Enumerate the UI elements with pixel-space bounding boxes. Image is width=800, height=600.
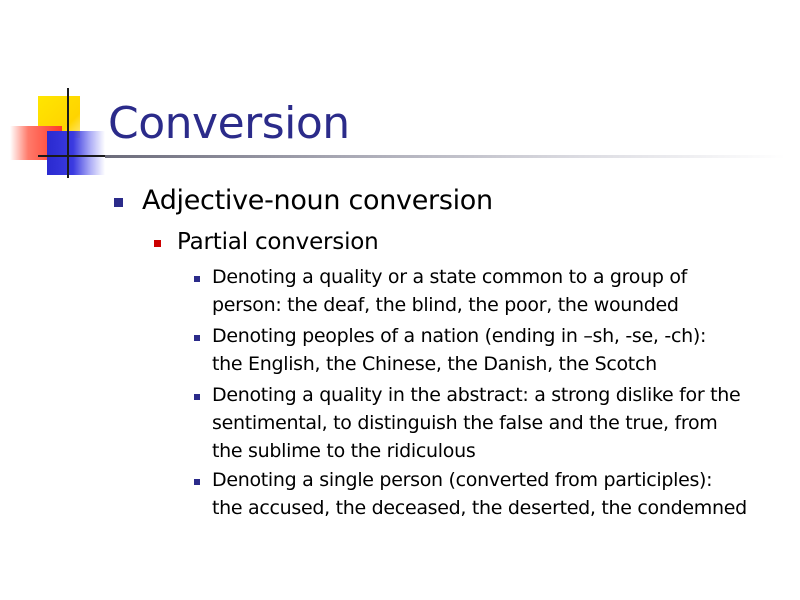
bullet-level3-item: [212, 322, 787, 378]
slide-title: Conversion: [108, 98, 350, 149]
bullet-level3-line: Denoting a single person (converted from participles):: [212, 469, 713, 491]
bullet-level1-text: Adjective-noun conversion: [142, 185, 493, 216]
bullet-square-icon: [194, 276, 200, 282]
bullet-square-icon: [114, 198, 123, 207]
bullet-square-icon: [194, 394, 200, 400]
bullet-level3-item: [212, 381, 787, 465]
bullet-square-icon: [194, 335, 200, 341]
bullet-level3-line: person: the deaf, the blind, the poor, the wounded: [212, 294, 679, 316]
bullet-level3-line: Denoting a quality or a state common to a group of: [212, 266, 688, 288]
bullet-level3-line: sentimental, to distinguish the false and the true, from: [212, 412, 718, 434]
bullet-level2-text: Partial conversion: [177, 229, 379, 255]
bullet-level3-line: Denoting peoples of a nation (ending in –sh, -se, -ch):: [212, 325, 707, 347]
bullet-level3-line: the sublime to the ridiculous: [212, 440, 476, 462]
bullet-level3-line: Denoting a quality in the abstract: a strong dislike for the: [212, 384, 741, 406]
bullet-level3-line: the accused, the deceased, the deserted, the condemned: [212, 497, 747, 519]
bullet-level3-item: [212, 263, 787, 319]
bullet-level3-line: the English, the Chinese, the Danish, the Scotch: [212, 353, 657, 375]
bullet-square-icon: [194, 479, 200, 485]
bullet-square-icon: [154, 240, 161, 247]
bullet-level3-item: [212, 466, 787, 522]
